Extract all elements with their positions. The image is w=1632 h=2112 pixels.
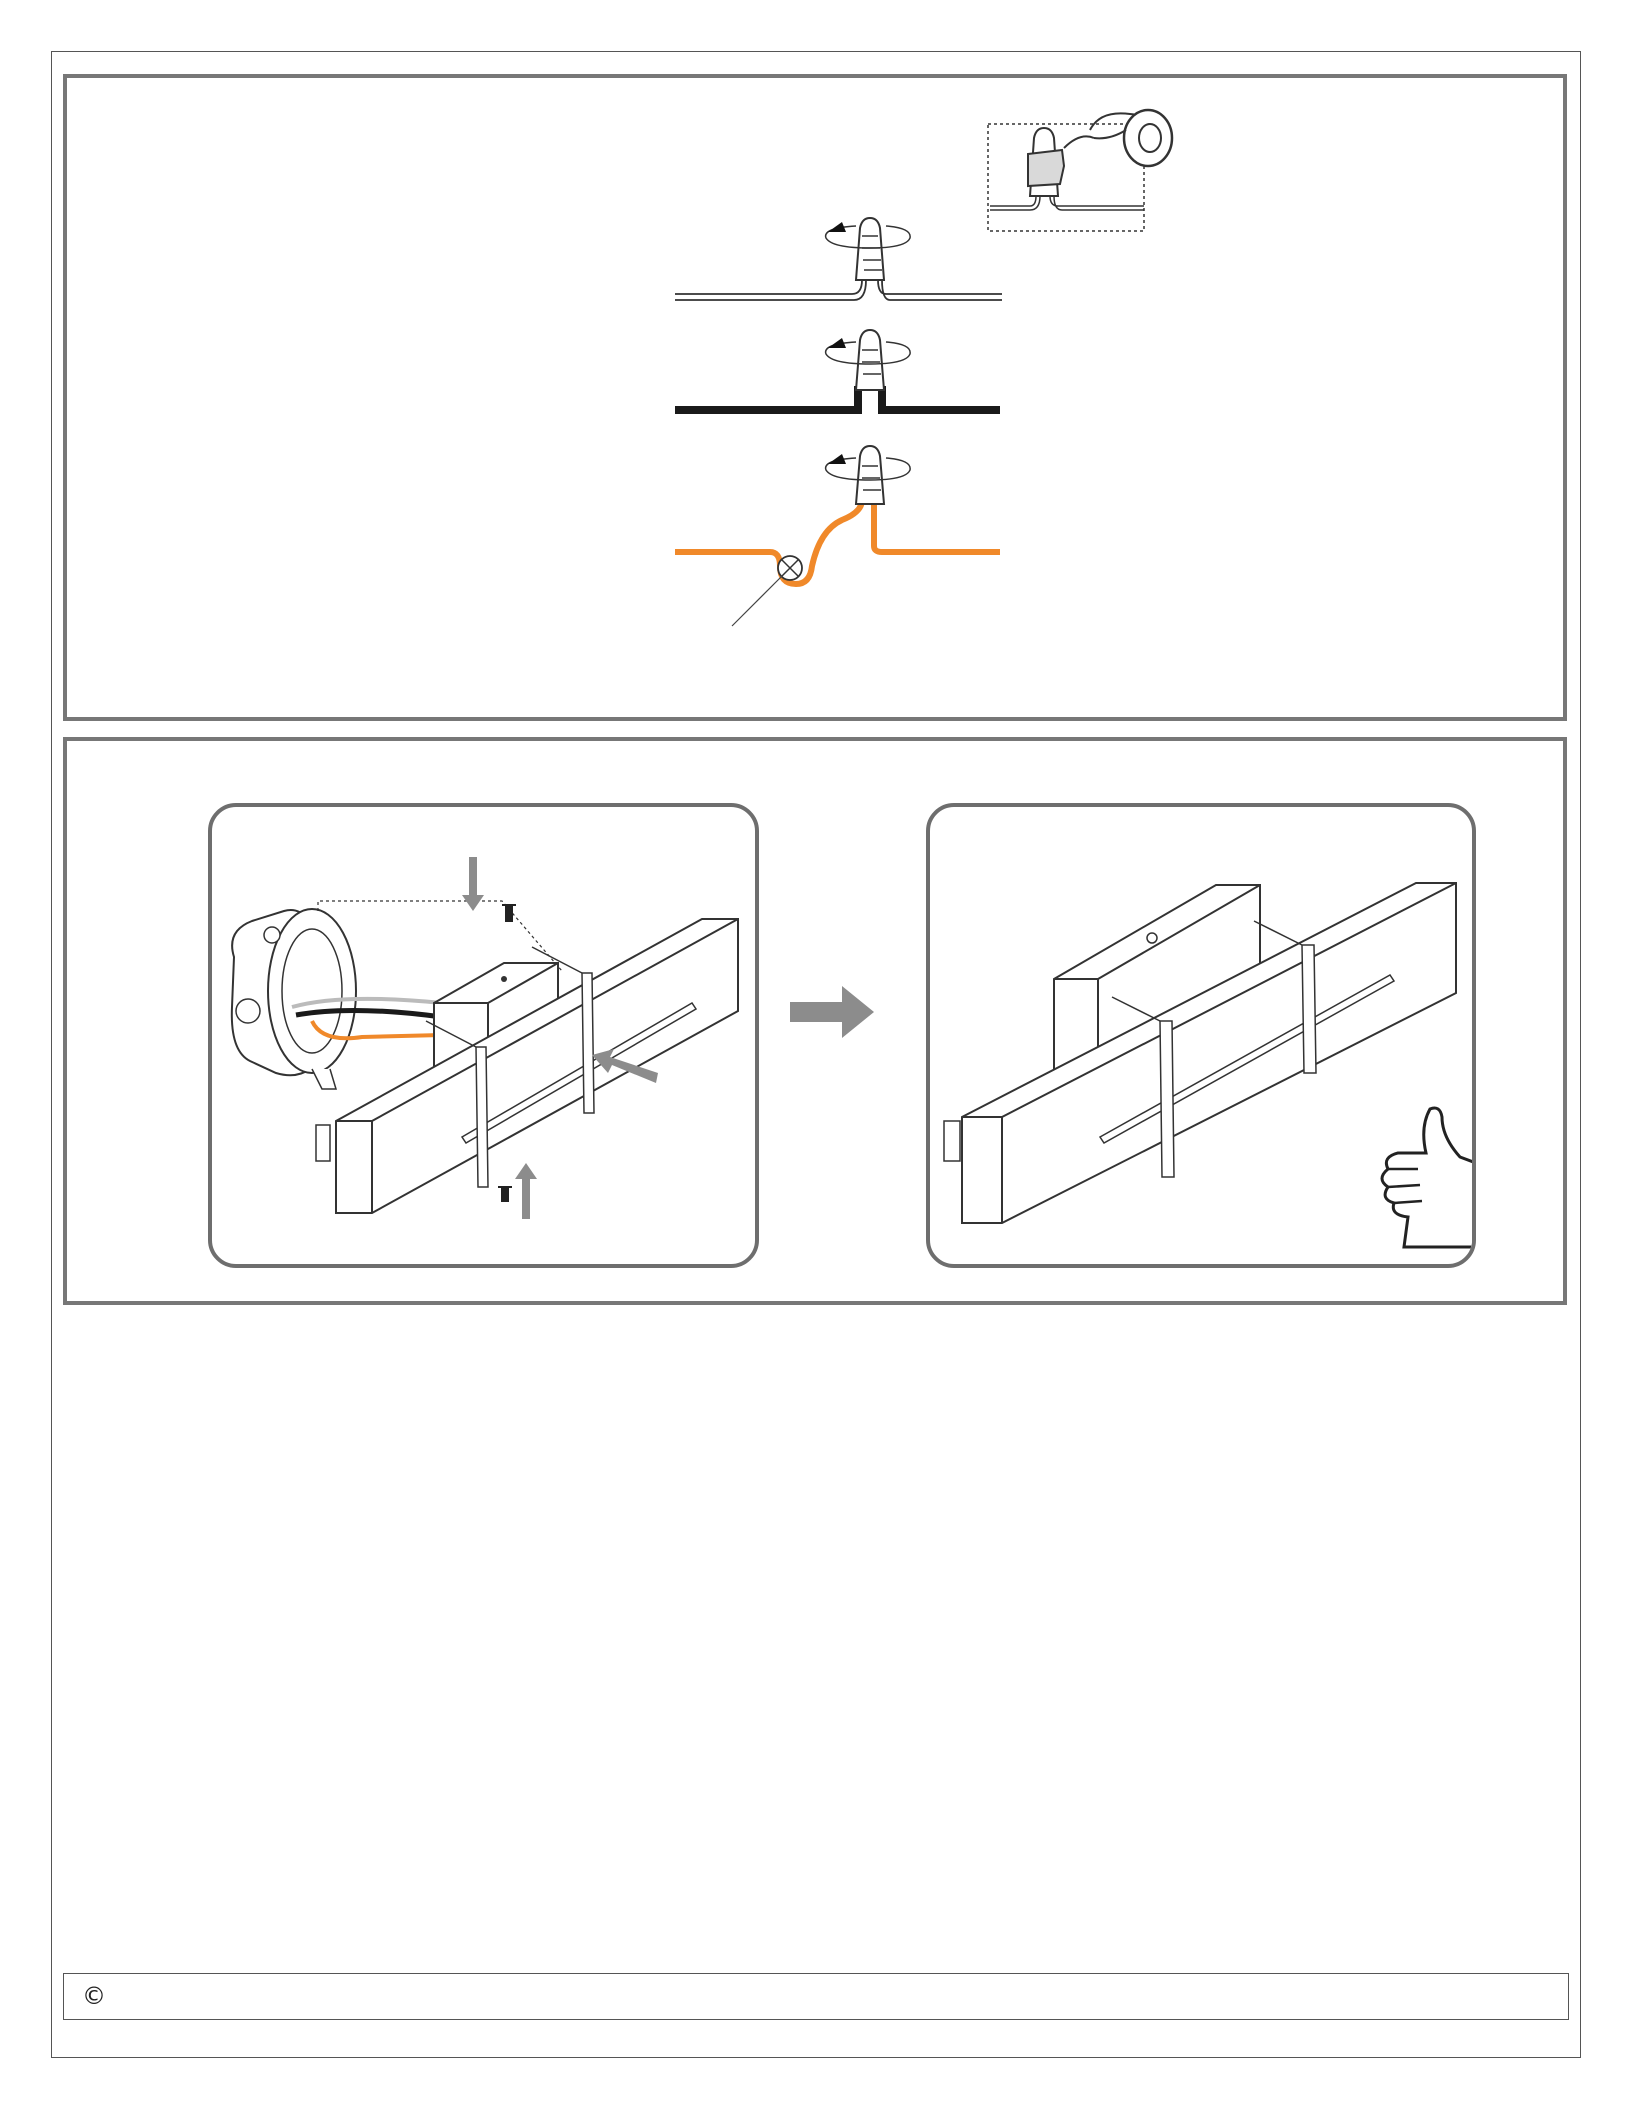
thumbs-up-icon (1382, 1108, 1476, 1247)
next-step-arrow-icon (790, 986, 874, 1038)
mounting-step-after (926, 803, 1476, 1268)
copyright-symbol: © (82, 1982, 106, 2010)
footer-box (63, 1973, 1569, 2020)
fixture-installed-illustration (930, 807, 1476, 1268)
